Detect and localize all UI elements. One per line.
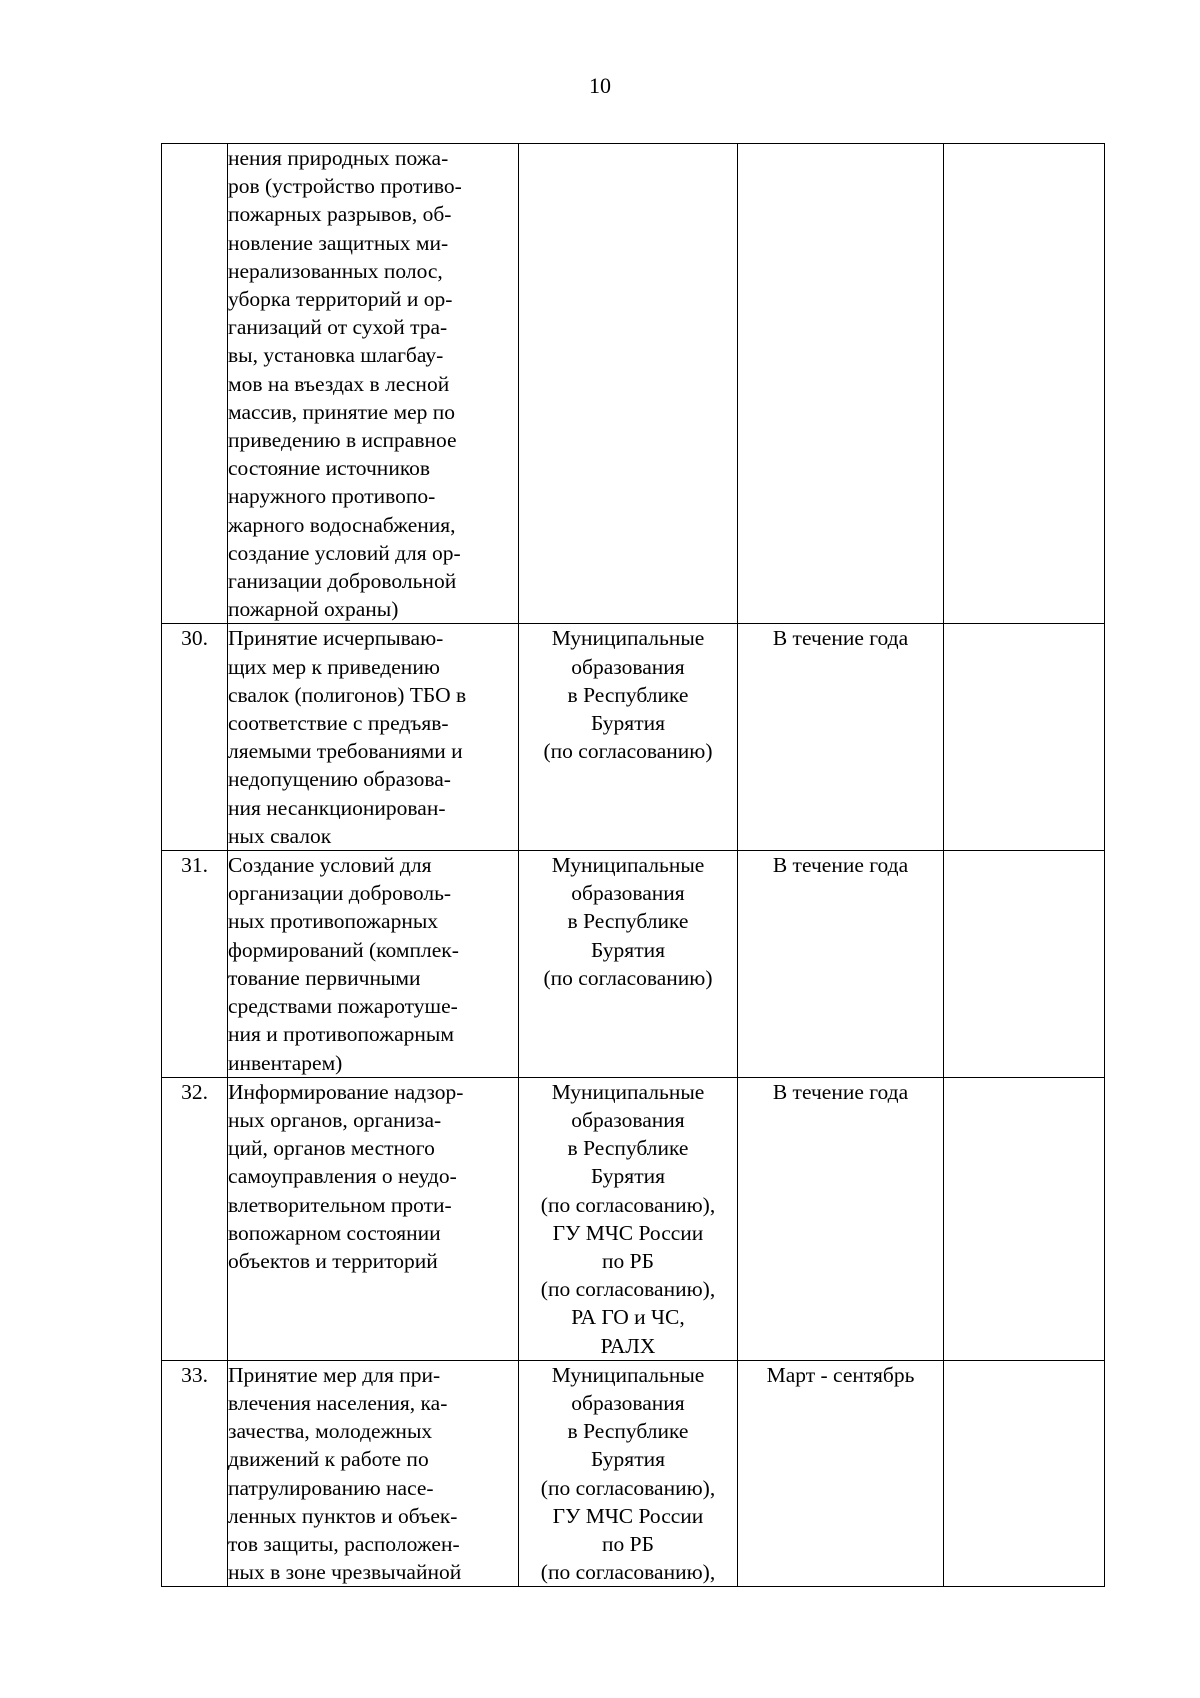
note-cell — [944, 851, 1105, 1078]
description-line: Принятие мер для при- — [228, 1362, 441, 1387]
responsible-executors — [519, 624, 738, 851]
executor-line: в Республике — [567, 682, 689, 707]
measure-description — [228, 1077, 519, 1360]
description-line: состояние источников — [228, 456, 431, 481]
description-line: ленных пунктов и объек- — [228, 1503, 458, 1528]
description-line: организации доброволь- — [228, 881, 452, 906]
executor-line: Муниципальные — [551, 626, 705, 651]
description-line: ных свалок — [228, 823, 332, 848]
executor-line: (по согласованию), — [540, 1560, 716, 1585]
description-line: влетворительном проти- — [228, 1192, 452, 1217]
executor-line: по РБ — [602, 1531, 654, 1556]
description-line: Принятие исчерпываю- — [228, 626, 444, 651]
table-row — [162, 1360, 1105, 1587]
description-line: жарного водоснабжения, — [228, 512, 456, 537]
row-number — [162, 144, 228, 624]
executor-line: РА ГО и ЧС, — [571, 1305, 685, 1330]
description-line: наружного противопо- — [228, 484, 436, 509]
executor-line: (по согласованию), — [540, 1475, 716, 1500]
executor-line: ГУ МЧС России — [552, 1220, 704, 1245]
executor-line: в Республике — [567, 909, 689, 934]
table-row — [162, 144, 1105, 624]
row-number: 30. — [162, 624, 228, 851]
description-line: объектов и территорий — [228, 1248, 438, 1273]
description-line: Информирование надзор- — [228, 1079, 464, 1104]
description-line: средствами пожаротуше- — [228, 994, 458, 1019]
description-line: формирований (комплек- — [228, 937, 459, 962]
description-line: движений к работе по — [228, 1447, 429, 1472]
measure-description — [228, 1360, 519, 1587]
description-line: вы, установка шлагбау- — [228, 343, 444, 368]
description-line: соответствие с предъяв- — [228, 711, 449, 736]
table-row — [162, 851, 1105, 1078]
measures-table-body — [162, 144, 1105, 1587]
table-row — [162, 624, 1105, 851]
executor-line: в Республике — [567, 1419, 689, 1444]
description-line: щих мер к приведению — [228, 654, 440, 679]
description-line: уборка территорий и ор- — [228, 287, 453, 312]
measures-table — [161, 143, 1105, 1587]
description-line: ных органов, организа- — [228, 1107, 442, 1132]
responsible-executors — [519, 1077, 738, 1360]
executor-line: Муниципальные — [551, 1362, 705, 1387]
description-line: ных в зоне чрезвычайной — [228, 1560, 462, 1585]
measure-description — [228, 851, 519, 1078]
description-line: ров (устройство противо- — [228, 174, 462, 199]
description-line: тов защиты, расположен- — [228, 1531, 460, 1556]
description-line: мов на въездах в лесной — [228, 371, 450, 396]
executor-line: в Республике — [567, 1136, 689, 1161]
description-line: ганизации добровольной — [228, 569, 457, 594]
execution-term: Март - сентябрь — [738, 1360, 944, 1587]
executor-line: (по согласованию) — [543, 965, 713, 990]
executor-line: (по согласованию), — [540, 1192, 716, 1217]
note-cell — [944, 1360, 1105, 1587]
execution-term: В течение года — [738, 851, 944, 1078]
executor-line: Бурятия — [591, 1447, 665, 1472]
executor-line: Бурятия — [591, 937, 665, 962]
description-line: зачества, молодежных — [228, 1419, 433, 1444]
description-line: пожарной охраны) — [228, 597, 399, 622]
description-line: массив, принятие мер по — [228, 399, 455, 424]
executor-line: образования — [571, 881, 685, 906]
row-number: 32. — [162, 1077, 228, 1360]
executor-line: Бурятия — [591, 711, 665, 736]
description-line: ных противопожарных — [228, 909, 439, 934]
note-cell — [944, 624, 1105, 851]
executor-line: Муниципальные — [551, 1079, 705, 1104]
responsible-executors — [519, 851, 738, 1078]
description-line: тование первичными — [228, 965, 421, 990]
executor-line: РАЛХ — [600, 1333, 656, 1358]
executor-line: Муниципальные — [551, 853, 705, 878]
page-number: 10 — [589, 73, 611, 98]
executor-line: (по согласованию), — [540, 1277, 716, 1302]
row-number: 31. — [162, 851, 228, 1078]
executor-line: образования — [571, 1390, 685, 1415]
executor-line: (по согласованию) — [543, 739, 713, 764]
description-line: Создание условий для — [228, 853, 432, 878]
measure-description — [228, 144, 519, 624]
executor-line: Бурятия — [591, 1164, 665, 1189]
description-line: новление защитных ми- — [228, 230, 449, 255]
description-line: нерализованных полос, — [228, 258, 443, 283]
execution-term: В течение года — [738, 624, 944, 851]
description-line: создание условий для ор- — [228, 540, 461, 565]
executor-line: по РБ — [602, 1248, 654, 1273]
description-line: влечения населения, ка- — [228, 1390, 448, 1415]
execution-term: В течение года — [738, 1077, 944, 1360]
executor-line: образования — [571, 1107, 685, 1132]
description-line: ций, органов местного — [228, 1136, 435, 1161]
description-line: самоуправления о неудо- — [228, 1164, 457, 1189]
measure-description — [228, 624, 519, 851]
table-row — [162, 1077, 1105, 1360]
description-line: вопожарном состоянии — [228, 1220, 441, 1245]
note-cell — [944, 1077, 1105, 1360]
executor-line: образования — [571, 654, 685, 679]
description-line: ния несанкционирован- — [228, 795, 446, 820]
description-line: свалок (полигонов) ТБО в — [228, 682, 467, 707]
executor-line: ГУ МЧС России — [552, 1503, 704, 1528]
row-number: 33. — [162, 1360, 228, 1587]
responsible-executors — [519, 1360, 738, 1587]
description-line: инвентарем) — [228, 1050, 343, 1075]
note-cell — [944, 144, 1105, 624]
description-line: патрулированию насе- — [228, 1475, 434, 1500]
description-line: недопущению образова- — [228, 767, 451, 792]
responsible-executors — [519, 144, 738, 624]
description-line: ганизаций от сухой тра- — [228, 315, 448, 340]
description-line: приведению в исправное — [228, 428, 457, 453]
description-line: нения природных пожа- — [228, 146, 449, 170]
execution-term — [738, 144, 944, 624]
description-line: пожарных разрывов, об- — [228, 202, 452, 227]
description-line: ния и противопожарным — [228, 1022, 454, 1047]
description-line: ляемыми требованиями и — [228, 739, 463, 764]
